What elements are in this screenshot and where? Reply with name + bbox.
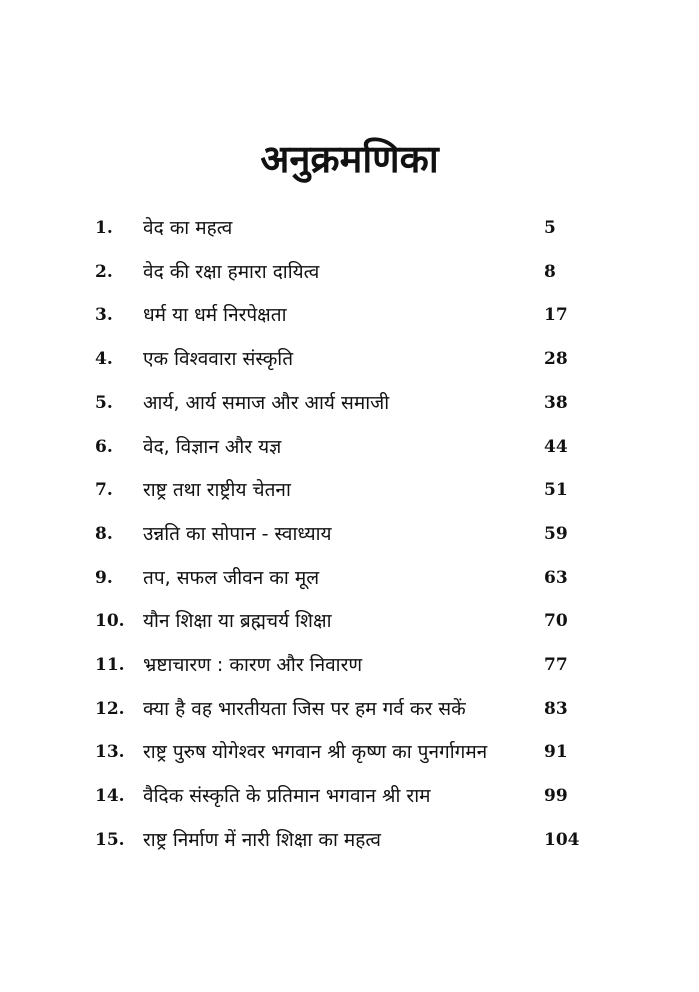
toc-entry [0, 649, 699, 683]
entry-title: एक विश्ववारा संस्कृति [143, 348, 294, 371]
toc-entry [0, 474, 699, 508]
entry-title: राष्ट्र निर्माण में नारी शिक्षा का महत्व [143, 828, 381, 851]
toc-entry [0, 605, 699, 639]
toc-entry [0, 343, 699, 377]
entry-title: वेद की रक्षा हमारा दायित्व [143, 260, 320, 283]
entry-title: राष्ट्र तथा राष्ट्रीय चेतना [143, 479, 291, 502]
entry-title: वेद का महत्व [143, 217, 233, 239]
entry-title: राष्ट्र पुरुष योगेश्वर भगवान श्री कृष्ण का पुनर्गागमन [143, 741, 488, 764]
entry-page: 77 [544, 655, 568, 675]
toc-entry [0, 387, 699, 421]
toc-entry [0, 518, 699, 552]
toc-entry [0, 736, 699, 770]
entry-number: 8. [95, 523, 113, 544]
toc-entry [0, 299, 699, 333]
entry-page: 17 [544, 305, 568, 326]
entry-page: 38 [544, 392, 568, 413]
entry-number: 4. [95, 349, 113, 370]
entry-page: 59 [544, 523, 568, 544]
entry-title: वेद, विज्ञान और यज्ञ [143, 435, 282, 458]
entry-number: 1. [95, 218, 113, 238]
page-title: अनुक्रमणिका [260, 137, 439, 181]
entry-number: 10. [95, 611, 125, 632]
entry-page: 63 [544, 567, 568, 588]
entry-page: 5 [544, 218, 556, 238]
entry-page: 70 [544, 611, 568, 632]
entry-number: 3. [95, 305, 113, 326]
entry-page: 104 [544, 829, 580, 850]
entry-page: 99 [544, 786, 568, 807]
entry-page: 51 [544, 480, 568, 501]
entry-number: 9. [95, 567, 113, 588]
entry-number: 12. [95, 698, 125, 719]
entry-title: तप, सफल जीवन का मूल [143, 566, 320, 589]
toc-entry [0, 212, 699, 246]
toc-entry [0, 431, 699, 465]
entry-number: 14. [95, 786, 125, 807]
entry-page: 83 [544, 698, 568, 719]
toc-entry [0, 256, 699, 290]
entry-number: 6. [95, 436, 113, 457]
entry-number: 2. [95, 261, 113, 282]
toc-entry [0, 693, 699, 727]
entry-title: धर्म या धर्म निरपेक्षता [143, 304, 287, 327]
entry-number: 5. [95, 392, 113, 413]
toc-entry [0, 824, 699, 858]
entry-page: 28 [544, 349, 568, 370]
toc-entry [0, 562, 699, 596]
entry-number: 7. [95, 480, 113, 501]
entry-page: 8 [544, 261, 556, 282]
entry-number: 15. [95, 829, 125, 850]
toc-entry [0, 780, 699, 814]
entry-page: 91 [544, 742, 568, 763]
entry-title: भ्रष्टाचारण : कारण और निवारण [143, 654, 363, 676]
entry-title: वैदिक संस्कृति के प्रतिमान भगवान श्री राम [143, 785, 431, 808]
entry-title: उन्नति का सोपान - स्वाध्याय [143, 522, 332, 545]
entry-title: आर्य, आर्य समाज और आर्य समाजी [143, 391, 390, 414]
entry-page: 44 [544, 436, 568, 457]
entry-title: यौन शिक्षा या ब्रह्मचर्य शिक्षा [143, 610, 332, 633]
entry-title: क्या है वह भारतीयता जिस पर हम गर्व कर सकें [143, 697, 466, 720]
entry-number: 11. [95, 655, 125, 675]
entry-number: 13. [95, 742, 125, 763]
